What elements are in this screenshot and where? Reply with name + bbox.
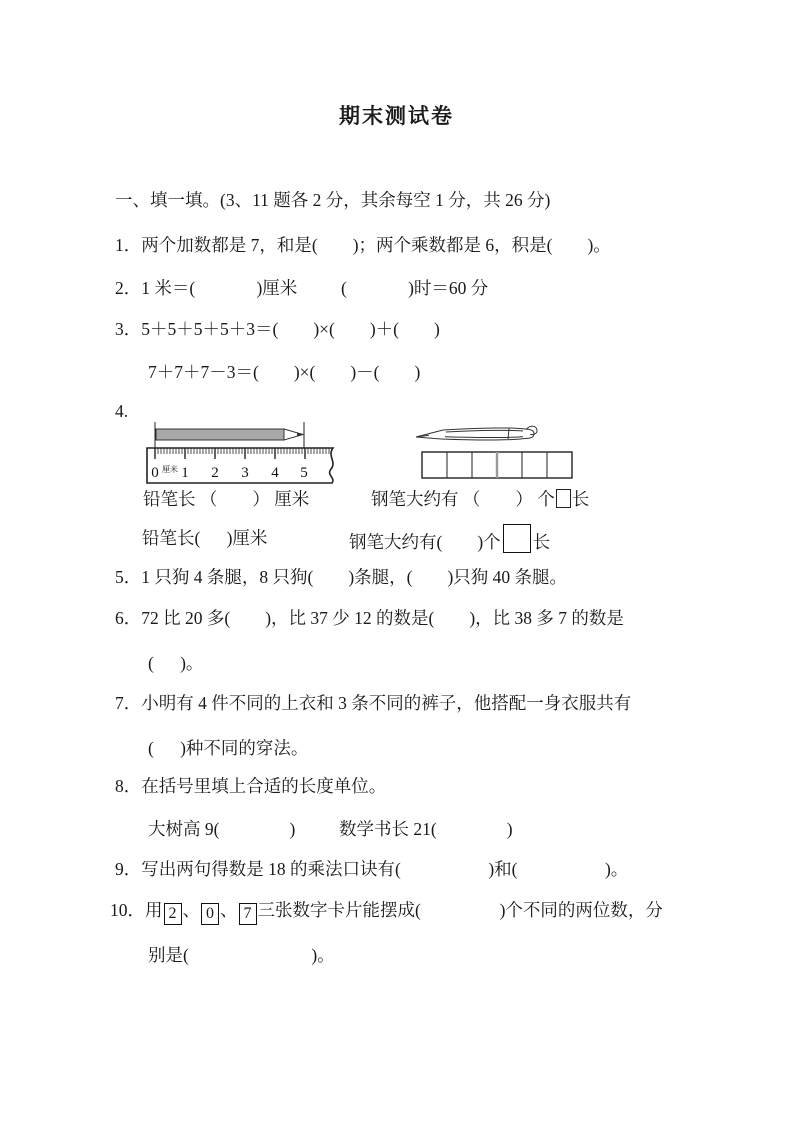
ruler-number: 4 (271, 465, 279, 481)
caption-pen-bottom (349, 524, 550, 554)
digit-card-7: 7 (239, 903, 257, 925)
question-10-prefix: 10．用 (110, 900, 163, 920)
question-5: 5．1 只狗 4 条腿，8 只狗( )条腿，( )只狗 40 条腿。 (115, 567, 568, 587)
digit-card-0: 0 (201, 903, 219, 925)
question-6-line1: 6．72 比 20 多( )，比 37 少 12 的数是( )，比 38 多 7 的数是 (115, 608, 624, 628)
caption-pencil-top: 铅笔长 （ ） 厘米 (143, 489, 310, 509)
section-heading: 一、填一填。(3、11 题各 2 分，其余每空 1 分，共 26 分) (115, 190, 551, 210)
unit-box-big (503, 524, 531, 553)
page-title: 期末测试卷 (339, 104, 454, 128)
caption-pen-top-text: 钢笔大约有 （ ） 个 (371, 489, 555, 509)
question-8-blanks: 大树高 9( ) 数学书长 21( ) (148, 819, 513, 839)
measure-boxes (422, 452, 572, 478)
question-10-suffix: 三张数字卡片能摆成( )个不同的两位数，分 (257, 900, 663, 920)
question-10-line2: 别是( )。 (148, 945, 335, 965)
question-3-line2: 7＋7＋7－3＝( )×( )－( ) (148, 362, 421, 382)
question-3-line1: 3．5＋5＋5＋5＋3＝( )×( )＋( ) (115, 319, 440, 339)
ruler-unit-label: 厘米 (162, 465, 178, 474)
ruler-graphic (147, 448, 333, 483)
digit-card-2: 2 (164, 903, 182, 925)
caption-pencil-bottom: 铅笔长( )厘米 (142, 528, 268, 548)
unit-box-small (556, 489, 571, 508)
caption-pen-bottom-text: 钢笔大约有( )个 (349, 532, 501, 552)
question-1: 1．两个加数都是 7，和是( )；两个乘数都是 6，积是( )。 (115, 235, 611, 255)
ruler-number: 2 (211, 465, 219, 481)
ruler-number: 1 (181, 465, 189, 481)
caption-pen-bottom-suffix: 长 (532, 532, 551, 552)
question-8: 8．在括号里填上合适的长度单位。 (115, 776, 387, 796)
caption-pen-top-suffix: 长 (571, 489, 590, 509)
question-4-number: 4. (115, 401, 129, 421)
ruler-number: 0 (151, 465, 159, 481)
pen-boxes-figure (413, 421, 583, 481)
card-separator: 、 (182, 900, 200, 920)
question-2: 2．1 米＝( )厘米 ( )时＝60 分 (115, 278, 489, 298)
question-7-line1: 7．小明有 4 件不同的上衣和 3 条不同的裤子，他搭配一身衣服共有 (115, 693, 632, 713)
question-9: 9．写出两句得数是 18 的乘法口诀有( )和( )。 (115, 859, 629, 879)
caption-pen-top (371, 487, 589, 511)
card-separator: 、 (220, 900, 238, 920)
pencil-graphic (156, 429, 303, 440)
question-10-line1 (110, 898, 663, 925)
pencil-ruler-figure (146, 420, 338, 484)
question-7-line2: ( )种不同的穿法。 (148, 738, 309, 758)
ruler-number: 3 (241, 465, 249, 481)
question-6-line2: ( )。 (148, 653, 204, 673)
pen-graphic (416, 426, 537, 440)
ruler-number: 5 (300, 465, 308, 481)
